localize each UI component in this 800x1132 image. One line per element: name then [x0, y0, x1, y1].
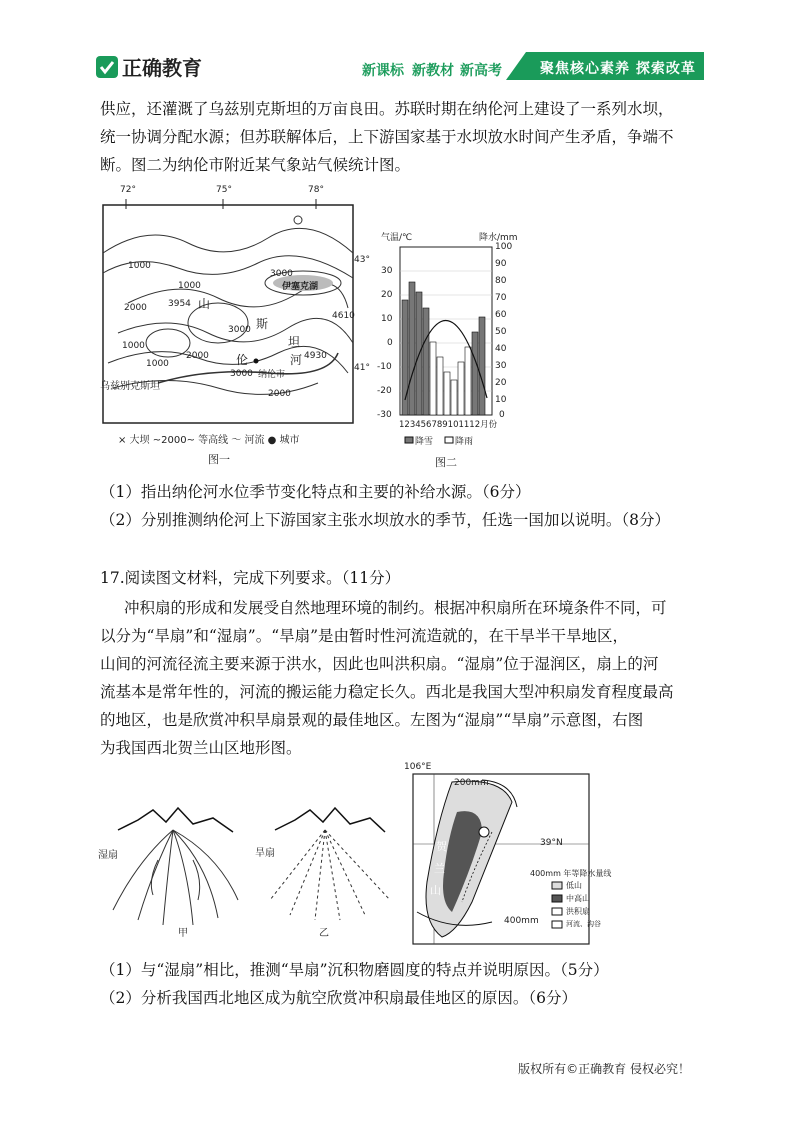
right-tick: 100: [495, 242, 513, 252]
slogan-1: 新课标: [362, 63, 404, 79]
q17-line-5: 的地区，也是欣赏冲积旱扇景观的最佳地区。左图为“湿扇”“旱扇”示意图，右图: [100, 711, 644, 729]
contour-label: 1000: [146, 359, 169, 369]
left-axis-title: 气温/℃: [381, 233, 413, 243]
mountain-char: 兰: [434, 862, 445, 875]
right-tick: 30: [495, 361, 507, 371]
q17-item-1: （1）与“湿扇”相比，推测“旱扇”沉积物磨圆度的特点并说明原因。（5分）: [100, 961, 609, 979]
left-tick: -10: [377, 362, 392, 372]
logo-check-icon: [96, 56, 118, 78]
right-tick: 60: [495, 310, 507, 320]
legend-high-mountain: 中高山: [566, 894, 590, 903]
dry-fan-diagram: [255, 800, 405, 940]
left-tick: 10: [381, 314, 393, 324]
q17-title: 17.阅读图文材料，完成下列要求。（11分）: [100, 569, 401, 587]
contour-label: 4930: [304, 351, 327, 361]
figure-1-caption: 图一: [208, 453, 230, 466]
q17-line-4: 流基本是常年性的，河流的搬运能力稳定长久。西北是我国大型冲积扇发育程度最高: [100, 683, 674, 701]
q17-line-3: 山间的河流径流主要来源于洪水，因此也叫洪积扇。“湿扇”位于湿润区，扇上的河: [100, 655, 659, 673]
q16-item-1: （1）指出纳伦河水位季节变化特点和主要的补给水源。（6分）: [100, 483, 531, 501]
map-char: 河: [290, 353, 303, 367]
contour-label: 2000: [268, 389, 291, 399]
right-axis-title: 降水/mm: [479, 233, 518, 243]
figure-2-caption: 图二: [435, 456, 457, 469]
helan-mountain-map: [404, 762, 612, 946]
wet-fan-label: 湿扇: [98, 850, 118, 861]
wet-fan-caption: 甲: [178, 928, 188, 939]
intro-line-3: 断。图二为纳伦市附近某气象站气候统计图。: [100, 156, 411, 174]
map-legend: × 大坝 ~2000~ 等高线 ～ 河流 ● 城市: [118, 435, 300, 446]
left-tick: -30: [377, 410, 392, 420]
right-tick: 40: [495, 344, 507, 354]
city-label: 纳伦市: [258, 370, 286, 380]
slogan-2: 新教材: [412, 63, 454, 79]
legend-snow: 降雪: [415, 437, 434, 447]
contour-label: 4610: [332, 311, 355, 321]
wet-fan-diagram: [98, 800, 248, 940]
dry-fan-label: 旱扇: [255, 848, 275, 859]
dry-fan-caption: 乙: [319, 928, 329, 939]
contour-label: 3000: [230, 369, 253, 379]
intro-line-2: 统一协调分配水源；但苏联解体后，上下游国家基于水坝放水时间产生矛盾，争端不: [100, 128, 674, 146]
q17-line-2: 以分为“旱扇”和“湿扇”。“旱扇”是由暂时性河流造就的，在干旱半干旱地区，: [100, 627, 629, 645]
mountain-char: 贺: [436, 840, 447, 853]
contour-label: 2000: [124, 303, 147, 313]
q17-line-1: 冲积扇的形成和发展受自然地理环境的制约。根据冲积扇所在环境条件不同，可: [124, 599, 667, 617]
map-char: 坦: [288, 335, 301, 349]
contour-label: 2000: [186, 351, 209, 361]
contour-label: 3000: [270, 269, 293, 279]
isohyet-top-label: 200mm: [454, 778, 489, 788]
logo-text: 正确教育: [122, 56, 202, 80]
lat-label-43: 43°: [354, 255, 370, 265]
left-tick: -20: [377, 386, 392, 396]
lon-label-75: 75°: [216, 185, 232, 195]
lat-label-41: 41°: [354, 363, 370, 373]
contour-label: 1000: [122, 341, 145, 351]
right-tick: 50: [495, 327, 507, 337]
intro-line-1: 供应，还灌溉了乌兹别克斯坦的万亩良田。苏联时期在纳伦河上建设了一系列水坝，: [100, 100, 674, 118]
q17-line-6: 为我国西北贺兰山区地形图。: [100, 739, 302, 757]
right-tick: 90: [495, 259, 507, 269]
legend-river: 河流、沟谷: [566, 920, 601, 928]
copyright-footer: 版权所有©正确教育 侵权必究！: [518, 1062, 690, 1076]
banner-text: 聚焦核心素养 探索改革: [540, 61, 696, 77]
right-tick: 20: [495, 378, 507, 388]
contour-label: 1000: [128, 261, 151, 271]
q16-item-2: （2）分别推测纳伦河上下游国家主张水坝放水的季节，任选一国加以说明。（8分）: [100, 511, 670, 529]
isohyet-bottom-label: 400mm: [504, 916, 539, 926]
lake-label: 伊塞克湖: [282, 282, 319, 292]
map-char: 斯: [256, 317, 269, 331]
lon-106-label: 106°E: [404, 762, 432, 772]
country-label: 乌兹别克斯坦: [100, 381, 160, 392]
figure-2-climate-chart: [375, 222, 525, 472]
contour-label: 1000: [178, 281, 201, 291]
figure-1-map: [98, 183, 368, 471]
q17-item-2: （2）分析我国西北地区成为航空欣赏冲积扇最佳地区的原因。（6分）: [100, 989, 577, 1007]
left-tick: 20: [381, 290, 393, 300]
legend-alluvial-fan: 洪积扇: [566, 907, 590, 916]
mountain-char: 山: [430, 884, 441, 897]
right-tick: 70: [495, 293, 507, 303]
month-axis: 123456789101112月份: [399, 420, 498, 430]
map-char: 伦: [236, 353, 249, 367]
lon-label-78: 78°: [308, 185, 324, 195]
right-tick: 80: [495, 276, 507, 286]
legend-title: 400mm 年等降水量线: [530, 869, 612, 878]
left-tick: 30: [381, 266, 393, 276]
right-tick: 10: [495, 395, 507, 405]
contour-label: 3000: [228, 325, 251, 335]
legend-rain: 降雨: [455, 437, 474, 447]
contour-label: 3954: [168, 299, 191, 309]
right-tick: 0: [499, 410, 505, 420]
left-tick: 0: [387, 338, 393, 348]
map-char: 山: [198, 297, 211, 311]
lon-label-72: 72°: [120, 185, 136, 195]
slogan-3: 新高考: [460, 63, 502, 79]
legend-low-mountain: 低山: [566, 881, 582, 890]
lat-39-label: 39°N: [540, 838, 563, 848]
